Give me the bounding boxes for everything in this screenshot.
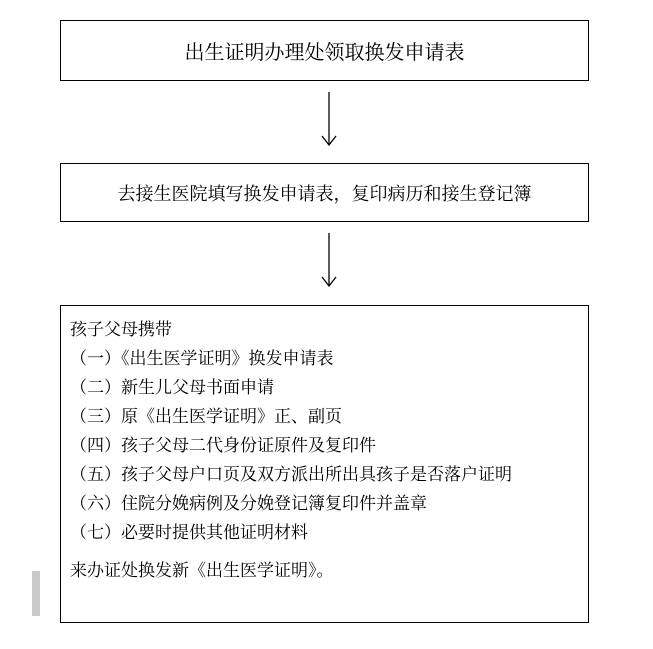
step3-heading: 孩子父母携带: [70, 320, 172, 340]
step3-box: [60, 305, 589, 623]
list-item: （四）孩子父母二代身份证原件及复印件: [70, 436, 376, 456]
list-item: （五）孩子父母户口页及双方派出所出具孩子是否落户证明: [70, 465, 512, 485]
step2-box: [60, 163, 589, 222]
list-item: （三）原《出生医学证明》正、副页: [70, 407, 342, 427]
list-item: （七）必要时提供其他证明材料: [70, 523, 308, 543]
side-bar-decoration: [32, 571, 40, 616]
step1-box: [60, 20, 589, 81]
list-item: （二）新生儿父母书面申请: [70, 378, 274, 398]
down-arrow-icon: [317, 92, 341, 150]
step2-text: 去接生医院填写换发申请表，复印病历和接生登记簿: [117, 183, 532, 205]
list-item: （一）《出生医学证明》换发申请表: [70, 349, 334, 369]
list-item: （六）住院分娩病例及分娩登记簿复印件并盖章: [70, 494, 427, 514]
step3-footer: 来办证处换发新《出生医学证明》。: [70, 561, 334, 581]
down-arrow-icon: [317, 233, 341, 291]
step1-text: 出生证明办理处领取换发申请表: [184, 40, 465, 64]
